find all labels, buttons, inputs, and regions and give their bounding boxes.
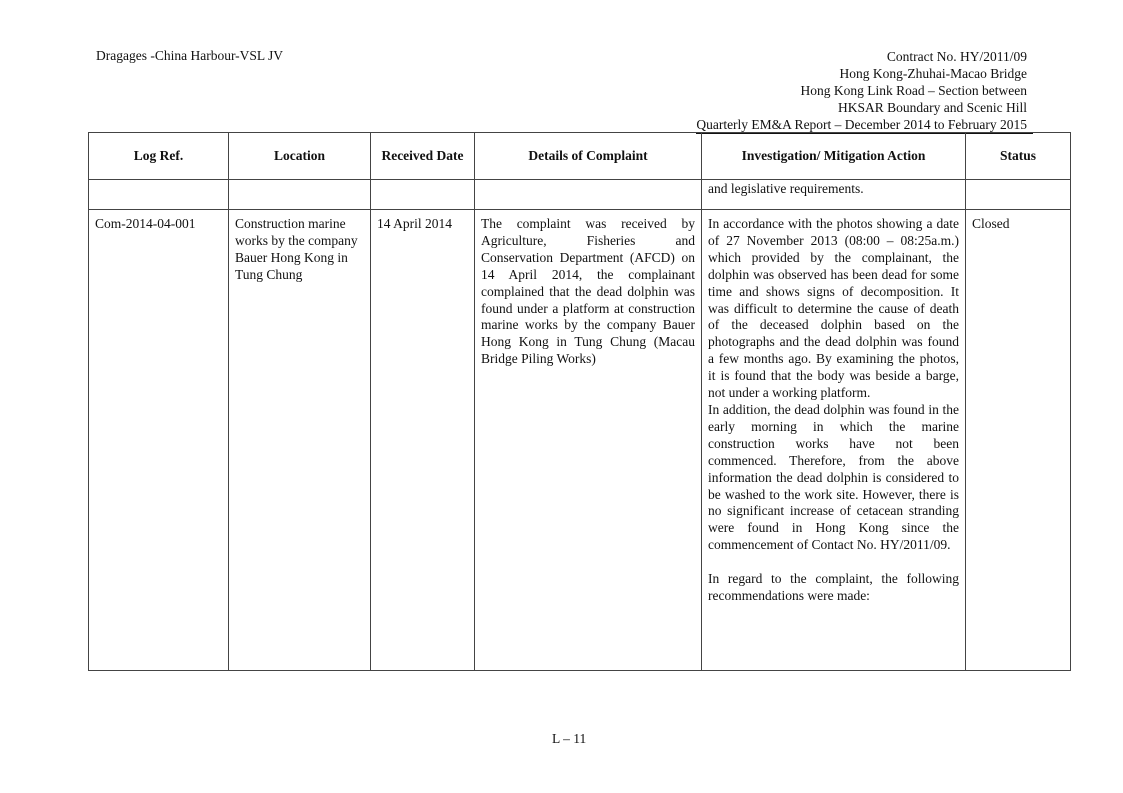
column-header-log-ref: Log Ref. — [89, 133, 229, 180]
cell-empty — [371, 180, 475, 210]
header-report-title: Quarterly EM&A Report – December 2014 to February 2015 — [696, 116, 1033, 134]
cell-empty — [89, 180, 229, 210]
table-row — [89, 210, 1071, 671]
header-contract-info — [696, 48, 1027, 134]
column-header-location: Location — [229, 133, 371, 180]
header-contract-number: Contract No. HY/2011/09 — [886, 49, 1027, 64]
column-header-details: Details of Complaint — [475, 133, 702, 180]
column-header-received-date: Received Date — [371, 133, 475, 180]
cell-details: The complaint was received by Agriculture, Fisheries and Conservation Department (AFCD) on 14 April 2014, the complainant complained that the dead dolphin was found under a platform at construction marine works by the company Bauer Hong Kong in Tung Chung (Macau Bridge Piling Works) — [475, 210, 702, 671]
complaint-log-table — [88, 132, 1071, 671]
cell-received-date: 14 April 2014 — [371, 210, 475, 671]
cell-log-ref: Com-2014-04-001 — [89, 210, 229, 671]
header-section-name: Hong Kong Link Road – Section between — [800, 83, 1027, 98]
cell-location: Construction marine works by the company Bauer Hong Kong in Tung Chung — [229, 210, 371, 671]
action-paragraph-1: In accordance with the photos showing a date of 27 November 2013 (08:00 – 08:25a.m.) which provided by the complainant, the dolphin was observed has been dead for some time and shows signs of decomposition. It was difficult to determine the cause of death of the deceased dolphin based on the photographs and the dead dolphin was found a few months ago. By examining the photos, it is found that the body was beside a barge, not under a working platform. — [708, 216, 959, 401]
cell-status: Closed — [966, 210, 1071, 671]
action-paragraph-2: In addition, the dead dolphin was found in the early morning in which the marine construction works have not been commenced. Therefore, from the above information the dead dolphin is considered to be washed to the work site. However, there is no significant increase of cetacean stranding were found in Hong Kong since the commencement of Contact No. HY/2011/09. — [708, 401, 959, 553]
header-contractor: Dragages -China Harbour-VSL JV — [96, 48, 284, 63]
cell-action — [702, 210, 966, 671]
table-row-carryover — [89, 180, 1071, 210]
cell-empty — [966, 180, 1071, 210]
cell-empty — [475, 180, 702, 210]
cell-empty — [229, 180, 371, 210]
column-header-action: Investigation/ Mitigation Action — [702, 133, 966, 180]
page-number: L – 11 — [552, 731, 587, 746]
column-header-status: Status — [966, 133, 1071, 180]
header-project-name: Hong Kong-Zhuhai-Macao Bridge — [839, 66, 1027, 81]
action-paragraph-3: In regard to the complaint, the following recommendations were made: — [708, 571, 959, 603]
cell-action-carryover: and legislative requirements. — [702, 180, 966, 210]
table-header-row — [89, 133, 1071, 180]
header-section-extent: HKSAR Boundary and Scenic Hill — [838, 100, 1027, 115]
